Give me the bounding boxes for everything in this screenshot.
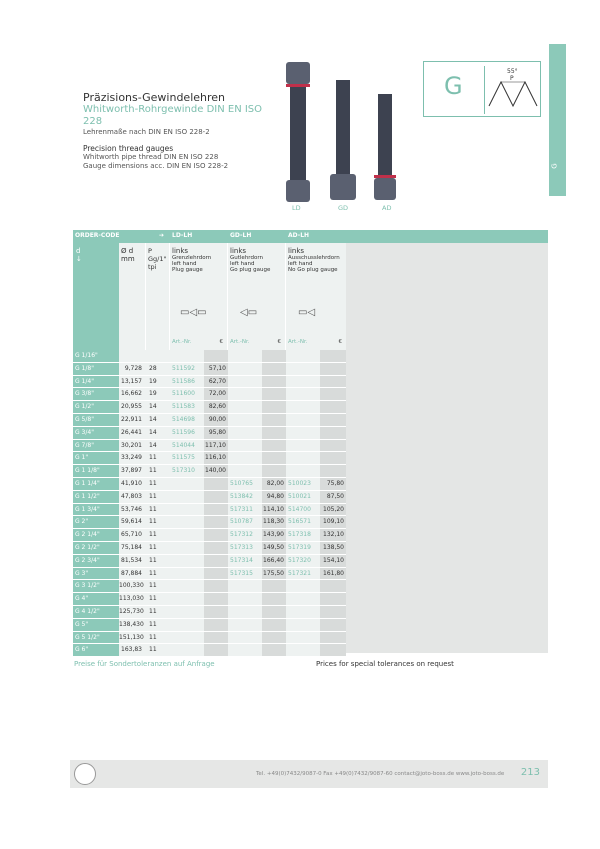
cell-a2 [228,452,262,464]
cell-p [146,350,170,362]
cell-mm: 100,330 [119,580,146,592]
cell-d: G 6" [73,644,119,656]
cell-d: G 1 1/8" [73,465,119,477]
cell-mm: 87,884 [119,568,146,580]
cell-p: 11 [146,516,170,528]
cell-mm: 65,710 [119,529,146,541]
cell-p: 14 [146,401,170,413]
cell-e2 [262,376,286,388]
cell-e2 [262,401,286,413]
cell-a3: 517318 [286,529,320,541]
cell-a2 [228,619,262,631]
cell-p: 19 [146,388,170,400]
cell-e2: 118,30 [262,516,286,528]
cell-a1 [170,644,204,656]
cell-mm: 30,201 [119,440,146,452]
cell-mm: 20,955 [119,401,146,413]
cell-a3 [286,414,320,426]
cell-p: 11 [146,568,170,580]
cell-mm: 33,249 [119,452,146,464]
cell-e2 [262,427,286,439]
cell-p: 11 [146,452,170,464]
cell-mm: 37,897 [119,465,146,477]
cell-mm: 22,911 [119,414,146,426]
cell-d: G 3/4" [73,427,119,439]
cell-e3 [320,632,346,644]
note-de: Lehrenmaße nach DIN EN ISO 228-2 [83,128,210,136]
cell-d: G 7/8" [73,440,119,452]
p-unit2: tpi [148,263,157,271]
cell-a1 [170,606,204,618]
cell-a1 [170,491,204,503]
cell-e2 [262,350,286,362]
cell-a2 [228,350,262,362]
footer-contact: Tel. +49(0)7432/9087-0 Fax +49(0)7432/9087-60 contact@joto-boss.de www.joto-boss.de [256,771,505,777]
cell-d: G 5" [73,619,119,631]
cell-a2: 513842 [228,491,262,503]
cell-a3 [286,644,320,656]
cell-e1 [204,516,228,528]
cell-a2 [228,427,262,439]
cell-a1 [170,516,204,528]
cell-d: G 2 1/4" [73,529,119,541]
cell-e1 [204,632,228,644]
cell-mm: 75,184 [119,542,146,554]
cell-e1 [204,619,228,631]
cell-e2 [262,414,286,426]
cell-e3 [320,580,346,592]
cell-e2 [262,606,286,618]
cell-a3 [286,388,320,400]
plug-gauge-icon: ▭◁▭ [180,307,207,318]
cell-a3 [286,452,320,464]
cell-a1: 511575 [170,452,204,464]
cell-e2: 166,40 [262,555,286,567]
cell-e3 [320,414,346,426]
cell-mm: 81,534 [119,555,146,567]
cell-p: 14 [146,414,170,426]
cell-e3 [320,401,346,413]
cell-e1 [204,593,228,605]
cell-p: 11 [146,644,170,656]
desc-ld: links Grenzlehrdorn left hand Plug gauge ▭◁▭ Art.-Nr. € [170,243,228,350]
cell-e3: 154,10 [320,555,346,567]
cell-a2 [228,606,262,618]
nogo-gauge-icon: ▭◁ [298,307,316,318]
cell-e1 [204,542,228,554]
thread-pitch: P [510,75,514,82]
cell-a1 [170,542,204,554]
cell-a3 [286,440,320,452]
side-tab-label: G [550,163,559,169]
gauge-label-ld: LD [292,204,301,212]
cell-a3 [286,427,320,439]
cell-a1: 511592 [170,363,204,375]
cell-a1 [170,632,204,644]
cell-e2: 149,50 [262,542,286,554]
cell-e1 [204,606,228,618]
cell-e2 [262,632,286,644]
cell-p: 11 [146,465,170,477]
col-head-ld: LD-LH [172,232,193,239]
page-title-block [83,91,283,170]
cell-a3 [286,593,320,605]
cell-e3 [320,376,346,388]
title-en: Precision thread gauges [83,144,174,153]
cell-d: G 1 1/4" [73,478,119,490]
cell-a1 [170,593,204,605]
cell-a1: 511583 [170,401,204,413]
cell-p: 14 [146,427,170,439]
cell-mm: 26,441 [119,427,146,439]
cell-a3: 514700 [286,504,320,516]
cell-a3: 517321 [286,568,320,580]
cell-a2 [228,644,262,656]
page-number: 213 [520,767,540,778]
cell-e1 [204,350,228,362]
gauge-label-gd: GD [338,204,349,212]
cell-mm: 163,83 [119,644,146,656]
cell-d: G 1 1/2" [73,491,119,503]
cell-e2 [262,363,286,375]
cell-e2: 94,80 [262,491,286,503]
note-en: Gauge dimensions acc. DIN EN ISO 228-2 [83,161,229,170]
cell-mm: 16,662 [119,388,146,400]
cell-a3 [286,376,320,388]
cell-d: G 3 1/2" [73,580,119,592]
cell-p: 11 [146,606,170,618]
cell-e3 [320,465,346,477]
cell-a2 [228,465,262,477]
cell-e1: 82,60 [204,401,228,413]
od-unit: mm [121,255,135,263]
cell-p: 11 [146,504,170,516]
subtitle-de: Whitworth-Rohrgewinde DIN EN ISO 228 [83,104,263,127]
cell-mm [119,350,146,362]
cell-e1: 57,10 [204,363,228,375]
cell-e2 [262,644,286,656]
cell-e1 [204,580,228,592]
cell-mm: 13,157 [119,376,146,388]
cell-e3: 75,80 [320,478,346,490]
cell-p: 11 [146,491,170,503]
cell-d: G 3/8" [73,388,119,400]
cell-e3 [320,593,346,605]
subtitle-en: Whitworth pipe thread DIN EN ISO 228 [83,153,219,161]
cell-e3 [320,619,346,631]
cell-e3: 161,80 [320,568,346,580]
cell-a2: 517313 [228,542,262,554]
cell-d: G 4 1/2" [73,606,119,618]
cell-a3 [286,619,320,631]
cell-e3 [320,644,346,656]
cell-d: G 1/16" [73,350,119,362]
cell-e2 [262,388,286,400]
cell-a2 [228,632,262,644]
cell-e3 [320,427,346,439]
cell-d: G 4" [73,593,119,605]
cell-p: 11 [146,632,170,644]
cell-p: 11 [146,619,170,631]
order-code-label: ORDER-CODE [75,232,120,239]
cell-mm: 138,430 [119,619,146,631]
cell-a2 [228,363,262,375]
col-head-gd: GD-LH [230,232,252,239]
thread-type-box [423,61,541,117]
cell-d: G 2" [73,516,119,528]
cell-mm: 53,746 [119,504,146,516]
gauge-images [278,62,418,212]
cell-d: G 2 1/2" [73,542,119,554]
cell-a3 [286,401,320,413]
cell-a2 [228,593,262,605]
title-de: Präzisions-Gewindelehren [83,91,226,104]
cell-p: 11 [146,478,170,490]
cell-p: 11 [146,555,170,567]
cell-a1 [170,350,204,362]
cell-e2 [262,580,286,592]
cell-a3: 517319 [286,542,320,554]
cell-a2 [228,401,262,413]
company-logo [74,763,96,785]
cell-mm: 47,803 [119,491,146,503]
cell-e1: 140,00 [204,465,228,477]
cell-a2: 517311 [228,504,262,516]
cell-a2: 510787 [228,516,262,528]
cell-mm: 113,030 [119,593,146,605]
cell-a3 [286,606,320,618]
cell-mm: 59,614 [119,516,146,528]
d-label: d [76,247,81,255]
cell-a3 [286,363,320,375]
cell-p: 14 [146,440,170,452]
cell-e1: 117,10 [204,440,228,452]
cell-d: G 2 3/4" [73,555,119,567]
cell-e1: 90,00 [204,414,228,426]
cell-mm: 125,730 [119,606,146,618]
cell-e2 [262,465,286,477]
thread-letter: G [444,72,463,100]
cell-p: 28 [146,363,170,375]
cell-e1 [204,504,228,516]
cell-e2 [262,593,286,605]
cell-e3: 109,10 [320,516,346,528]
page-footer [70,760,548,788]
cell-d: G 5 1/2" [73,632,119,644]
cell-a2: 517315 [228,568,262,580]
cell-a3 [286,350,320,362]
cell-d: G 1/8" [73,363,119,375]
go-gauge-icon: ◁▭ [240,307,258,318]
cell-a2 [228,580,262,592]
cell-a2 [228,376,262,388]
cell-d: G 3" [73,568,119,580]
note-en: Prices for special tolerances on request [316,660,454,668]
cell-d: G 1 3/4" [73,504,119,516]
cell-e2: 143,90 [262,529,286,541]
cell-e2 [262,619,286,631]
cell-a1 [170,580,204,592]
cell-a1: 511596 [170,427,204,439]
cell-mm: 41,910 [119,478,146,490]
cell-e3 [320,452,346,464]
cell-p: 11 [146,529,170,541]
desc-ad: links Ausschusslehrdorn left hand No Go plug gauge ▭◁ Art.-Nr. € [288,247,342,345]
cell-e3 [320,350,346,362]
cell-e2: 82,00 [262,478,286,490]
thread-profile-icon [484,66,540,114]
cell-p: 19 [146,376,170,388]
cell-a3 [286,465,320,477]
cell-p: 11 [146,593,170,605]
od-label: Ø d [121,247,134,255]
table-header [73,230,548,243]
cell-a2: 517312 [228,529,262,541]
cell-a2: 510765 [228,478,262,490]
cell-a1: 511600 [170,388,204,400]
cell-e1 [204,478,228,490]
cell-e2 [262,452,286,464]
cell-a2 [228,388,262,400]
cell-a3 [286,580,320,592]
cell-e3: 138,50 [320,542,346,554]
gauge-label-ad: AD [382,204,392,212]
col-head-ad: AD-LH [288,232,310,239]
cell-p: 11 [146,580,170,592]
side-tab [549,44,566,196]
cell-a1 [170,555,204,567]
cell-e1: 95,80 [204,427,228,439]
cell-e3 [320,388,346,400]
blank-panel [346,243,548,653]
cell-e3 [320,363,346,375]
cell-a3: 510021 [286,491,320,503]
cell-e1 [204,491,228,503]
order-code-arrow: ➔ [159,232,165,239]
cell-e1 [204,529,228,541]
cell-a2 [228,414,262,426]
cell-e1 [204,644,228,656]
cell-a1 [170,529,204,541]
cell-a1 [170,619,204,631]
cell-mm: 151,130 [119,632,146,644]
cell-e3: 87,50 [320,491,346,503]
cell-a1 [170,478,204,490]
cell-a1: 517310 [170,465,204,477]
thread-angle: 55° [507,68,518,75]
cell-e2: 114,10 [262,504,286,516]
cell-d: G 1/4" [73,376,119,388]
cell-a1: 514698 [170,414,204,426]
p-label: P [148,247,152,255]
note-de: Preise für Sondertoleranzen auf Anfrage [74,660,215,668]
cell-a3: 517320 [286,555,320,567]
desc-gd: links Gutlehrdorn left hand Go plug gauge ◁▭ Art.-Nr. € [228,243,286,350]
cell-e1: 116,10 [204,452,228,464]
cell-a3: 510023 [286,478,320,490]
gauge-illustration [278,62,418,212]
cell-e3 [320,440,346,452]
cell-d: G 5/8" [73,414,119,426]
cell-e1 [204,555,228,567]
cell-a2: 517314 [228,555,262,567]
cell-a1 [170,568,204,580]
cell-e1 [204,568,228,580]
cell-a1: 514044 [170,440,204,452]
cell-a3: 516571 [286,516,320,528]
cell-a3 [286,632,320,644]
cell-mm: 9,728 [119,363,146,375]
cell-e2: 175,50 [262,568,286,580]
cell-e3: 132,10 [320,529,346,541]
cell-p: 11 [146,542,170,554]
cell-a2 [228,440,262,452]
cell-e3: 105,20 [320,504,346,516]
cell-d: G 1" [73,452,119,464]
d-arrow: ↓ [76,255,82,263]
p-unit: Gg/1" [148,255,167,263]
cell-e1: 72,00 [204,388,228,400]
cell-e2 [262,440,286,452]
cell-e3 [320,606,346,618]
cell-a1: 511586 [170,376,204,388]
cell-e1: 62,70 [204,376,228,388]
cell-a1 [170,504,204,516]
cell-d: G 1/2" [73,401,119,413]
